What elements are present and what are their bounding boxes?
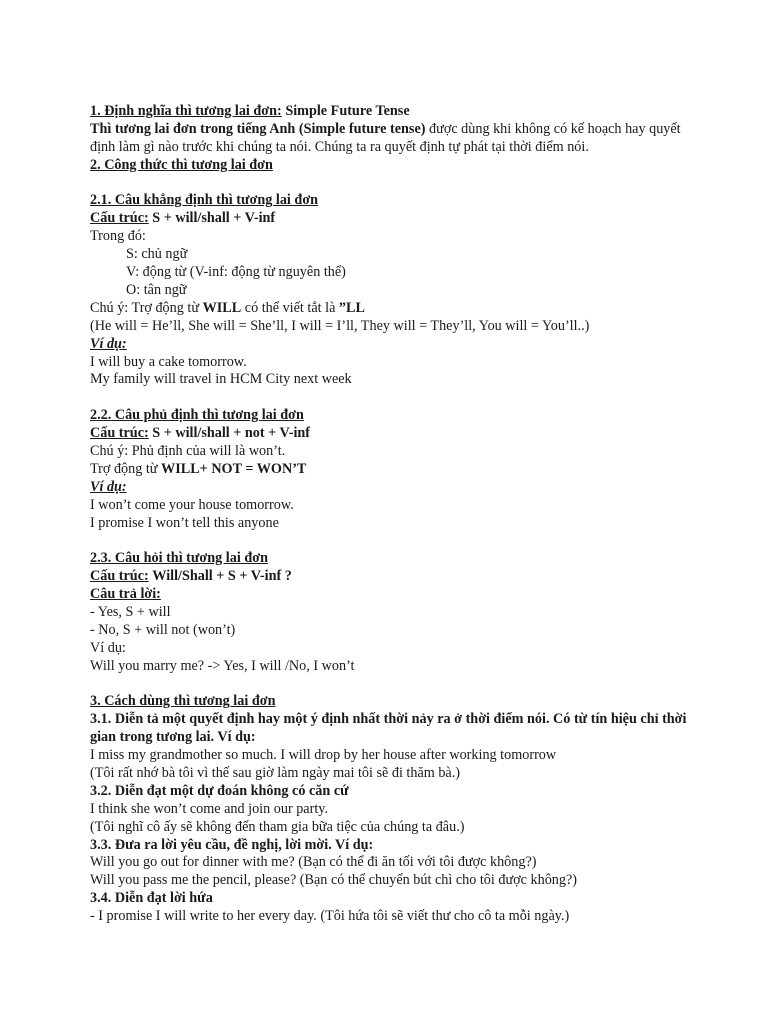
- answer-label: Câu trả lời:: [90, 586, 161, 603]
- example-line: Will you marry me? -> Yes, I will /No, I won’t: [90, 657, 355, 674]
- section-2-2-heading: 2.2. Câu phủ định thì tương lai đơn: [90, 407, 304, 424]
- blank-line: [90, 389, 690, 407]
- translation-line: (Tôi nghĩ cô ấy sẽ không đến tham gia bữa tiệc của chúng ta đâu.): [90, 818, 465, 835]
- section-3-1-heading: 3.1. Diễn tả một quyết định hay một ý định nhất thời nảy ra ở thời điểm nói. Có từ tín hiệu chỉ thời gian trong tương lai. Ví dụ:: [90, 711, 687, 746]
- blank-line: [90, 175, 690, 193]
- section-2-heading: 2. Công thức thì tương lai đơn: [90, 156, 273, 173]
- subject-def: S: chủ ngữ: [126, 246, 188, 263]
- example-line: I think she won’t come and join our party.: [90, 800, 328, 817]
- section-1-heading: 1. Định nghĩa thì tương lai đơn: Simple Future Tense: [90, 103, 410, 119]
- negation-note: Chú ý: Phủ định của will là won’t.: [90, 442, 286, 459]
- section-2-1-heading: 2.1. Câu khẳng định thì tương lai đơn: [90, 192, 319, 209]
- blank-line: [90, 676, 690, 694]
- section-1-paragraph: Thì tương lai đơn trong tiếng Anh (Simple future tense) được dùng khi không có kế hoạch hay quyết định làm gì nào trước khi chúng ta nói. Chúng ta ra quyết định tự phát tại thời điểm nói.: [90, 120, 681, 155]
- object-def: O: tân ngữ: [126, 281, 187, 298]
- example-line: Will you pass me the pencil, please? (Bạn có thể chuyển bút chì cho tôi được không?): [90, 872, 578, 889]
- section-2-2-structure: Cấu trúc: S + will/shall + not + V-inf: [90, 425, 311, 442]
- answer-no: - No, S + will not (won’t): [90, 621, 236, 638]
- example-label: Ví dụ:: [90, 335, 127, 352]
- example-line: I promise I won’t tell this anyone: [90, 514, 279, 531]
- section-3-2-heading: 3.2. Diễn đạt một dự đoán không có căn cứ: [90, 782, 349, 799]
- will-contraction-note: Chú ý: Trợ động từ WILL có thể viết tắt là ”LL: [90, 299, 365, 316]
- answer-yes: - Yes, S + will: [90, 603, 171, 620]
- document-body: [90, 103, 690, 926]
- section-2-1-structure: Cấu trúc: S + will/shall + V-inf: [90, 210, 276, 227]
- example-line: My family will travel in HCM City next week: [90, 371, 352, 388]
- example-line: I miss my grandmother so much. I will drop by her house after working tomorrow: [90, 747, 557, 764]
- section-3-3-heading: 3.3. Đưa ra lời yêu cầu, đề nghị, lời mời. Ví dụ:: [90, 836, 374, 853]
- wont-note: Trợ động từ WILL+ NOT = WON’T: [90, 460, 307, 477]
- example-line: I will buy a cake tomorrow.: [90, 353, 247, 370]
- blank-line: [90, 532, 690, 550]
- contractions-list: (He will = He’ll, She will = She’ll, I will = I’ll, They will = They’ll, You will = You’ll..): [90, 317, 590, 334]
- example-label: Ví dụ:: [90, 478, 127, 495]
- example-line: Will you go out for dinner with me? (Bạn có thể đi ăn tối với tôi được không?): [90, 854, 537, 871]
- example-line: - I promise I will write to her every day. (Tôi hứa tôi sẽ viết thư cho cô ta mỗi ngày.): [90, 908, 570, 925]
- example-line: I won’t come your house tomorrow.: [90, 496, 294, 513]
- section-2-3-structure: Cấu trúc: Will/Shall + S + V-inf ?: [90, 568, 292, 585]
- example-label: Ví dụ:: [90, 639, 126, 656]
- section-3-heading: 3. Cách dùng thì tương lai đơn: [90, 693, 276, 710]
- section-2-3-heading: 2.3. Câu hỏi thì tương lai đơn: [90, 550, 268, 567]
- section-3-4-heading: 3.4. Diễn đạt lời hứa: [90, 890, 213, 907]
- translation-line: (Tôi rất nhớ bà tôi vì thế sau giờ làm ngày mai tôi sẽ đi thăm bà.): [90, 765, 461, 782]
- verb-def: V: động từ (V-inf: động từ nguyên thể): [126, 264, 346, 281]
- trong-do-label: Trong đó:: [90, 228, 146, 245]
